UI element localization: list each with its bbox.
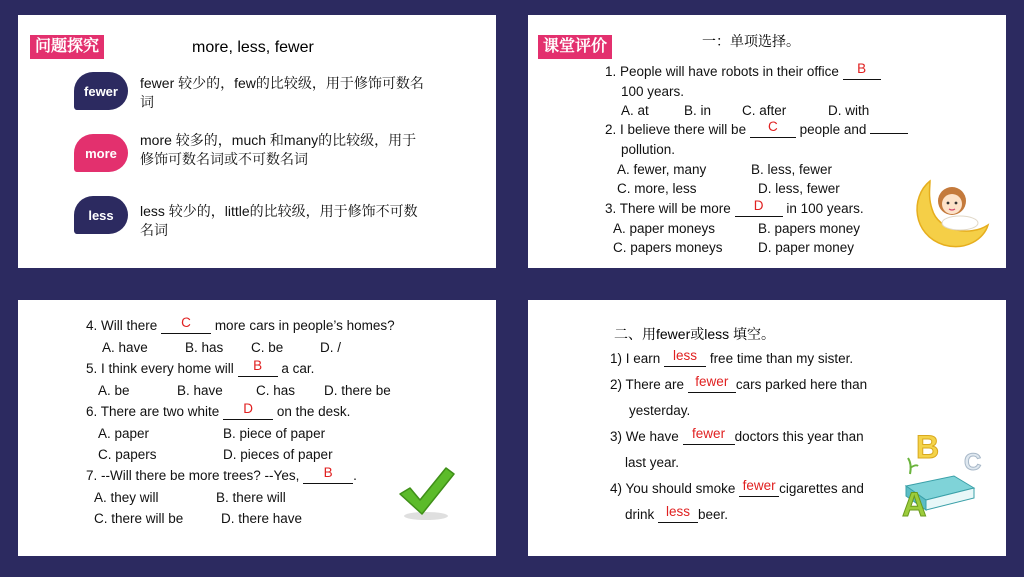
option: C. there will be	[94, 511, 184, 526]
option: A. they will	[94, 490, 159, 505]
option: C. papers moneys	[613, 240, 723, 255]
question-1-continued: 100 years.	[621, 84, 685, 99]
definition-less: less 较少的，little的比较级，用于修饰不可数名词	[140, 203, 418, 238]
fill-item-3: 3) We have fewer doctors this year than	[610, 426, 864, 444]
option: A. be	[98, 383, 130, 398]
option: B. less, fewer	[751, 162, 833, 177]
fill-heading: 二、用fewer或less 填空。	[614, 326, 776, 342]
fill-item-3-continued: last year.	[625, 455, 680, 470]
option: D. there be	[324, 383, 391, 398]
option: D. pieces of paper	[223, 447, 333, 462]
quiz-heading: 一：单项选择。	[702, 33, 800, 49]
answer-blank: less	[658, 507, 698, 523]
option: A. paper moneys	[613, 221, 716, 236]
answer-blank: B	[843, 64, 881, 80]
definition-more: more 较多的，much 和many的比较级，用于修饰可数名词或不可数名词	[140, 132, 417, 167]
option: A. fewer, many	[617, 162, 707, 177]
bubble-fewer: fewer	[74, 72, 128, 110]
option: B. in	[684, 103, 712, 118]
bubble-more: more	[74, 134, 128, 172]
panel-explore	[18, 15, 496, 268]
empty-blank	[870, 133, 908, 134]
panel-fill-in-blank	[528, 300, 1006, 556]
option: C. more, less	[617, 181, 697, 196]
svg-text:B: B	[916, 429, 940, 465]
answer-blank: B	[238, 361, 278, 377]
option: C. papers	[98, 447, 157, 462]
answer-blank: fewer	[688, 377, 736, 393]
question-2: 2. I believe there will be C people and	[605, 122, 908, 138]
answer-blank: fewer	[739, 481, 779, 497]
answer-blank: C	[750, 122, 796, 138]
question-3: 3. There will be more D in 100 years.	[605, 198, 864, 216]
option: A. have	[102, 340, 148, 355]
checkmark-icon	[396, 464, 456, 522]
panel-quiz-single-choice	[528, 15, 1006, 268]
section-tag: 课堂评价	[538, 35, 612, 59]
panel-quiz-continued	[18, 300, 496, 556]
answer-blank: fewer	[683, 429, 735, 445]
definition-fewer: fewer 较少的，few的比较级，用于修饰可数名词	[140, 75, 424, 110]
section-tag: 问题探究	[30, 35, 104, 59]
fill-item-2: 2) There are fewer cars parked here than	[610, 374, 868, 392]
option: D. paper money	[758, 240, 855, 255]
fill-item-4: 4) You should smoke fewer cigarettes and	[610, 478, 864, 496]
fill-item-2-continued: yesterday.	[629, 403, 691, 418]
option: D. /	[320, 340, 342, 355]
moon-girl-icon	[908, 173, 990, 253]
answer-blank: B	[303, 468, 353, 484]
option: D. with	[828, 103, 870, 118]
option: C. be	[251, 340, 284, 355]
option: B. there will	[216, 490, 286, 505]
fill-item-1: 1) I earn less free time than my sister.	[610, 348, 854, 366]
option: A. paper	[98, 426, 150, 441]
svg-text:C: C	[964, 449, 982, 476]
fill-item-4-continued: drink less beer.	[625, 504, 729, 522]
question-6: 6. There are two white D on the desk.	[86, 401, 351, 419]
question-5: 5. I think every home will B a car.	[86, 358, 315, 376]
option: B. papers money	[758, 221, 861, 236]
abc-books-icon	[896, 424, 996, 524]
panel-title: more, less, fewer	[192, 39, 314, 56]
answer-blank: D	[735, 201, 783, 217]
option: B. has	[185, 340, 224, 355]
option: A. at	[621, 103, 649, 118]
svg-text:A: A	[902, 486, 927, 524]
option: B. have	[177, 383, 223, 398]
answer-blank: D	[223, 404, 273, 420]
answer-blank: less	[664, 351, 706, 367]
question-4: 4. Will there C more cars in people’s homes?	[86, 315, 395, 333]
option: D. there have	[221, 511, 303, 526]
question-1	[605, 61, 881, 80]
bubble-less: less	[74, 196, 128, 234]
question-text: 1. People will have robots in their office	[605, 64, 839, 79]
option: C. has	[256, 383, 296, 398]
question-2-continued: pollution.	[621, 142, 676, 157]
question-7: 7. --Will there be more trees? --Yes, B .	[86, 465, 357, 483]
option: D. less, fewer	[758, 181, 840, 196]
option: B. piece of paper	[223, 426, 326, 441]
answer-blank: C	[161, 318, 211, 334]
option: C. after	[742, 103, 787, 118]
